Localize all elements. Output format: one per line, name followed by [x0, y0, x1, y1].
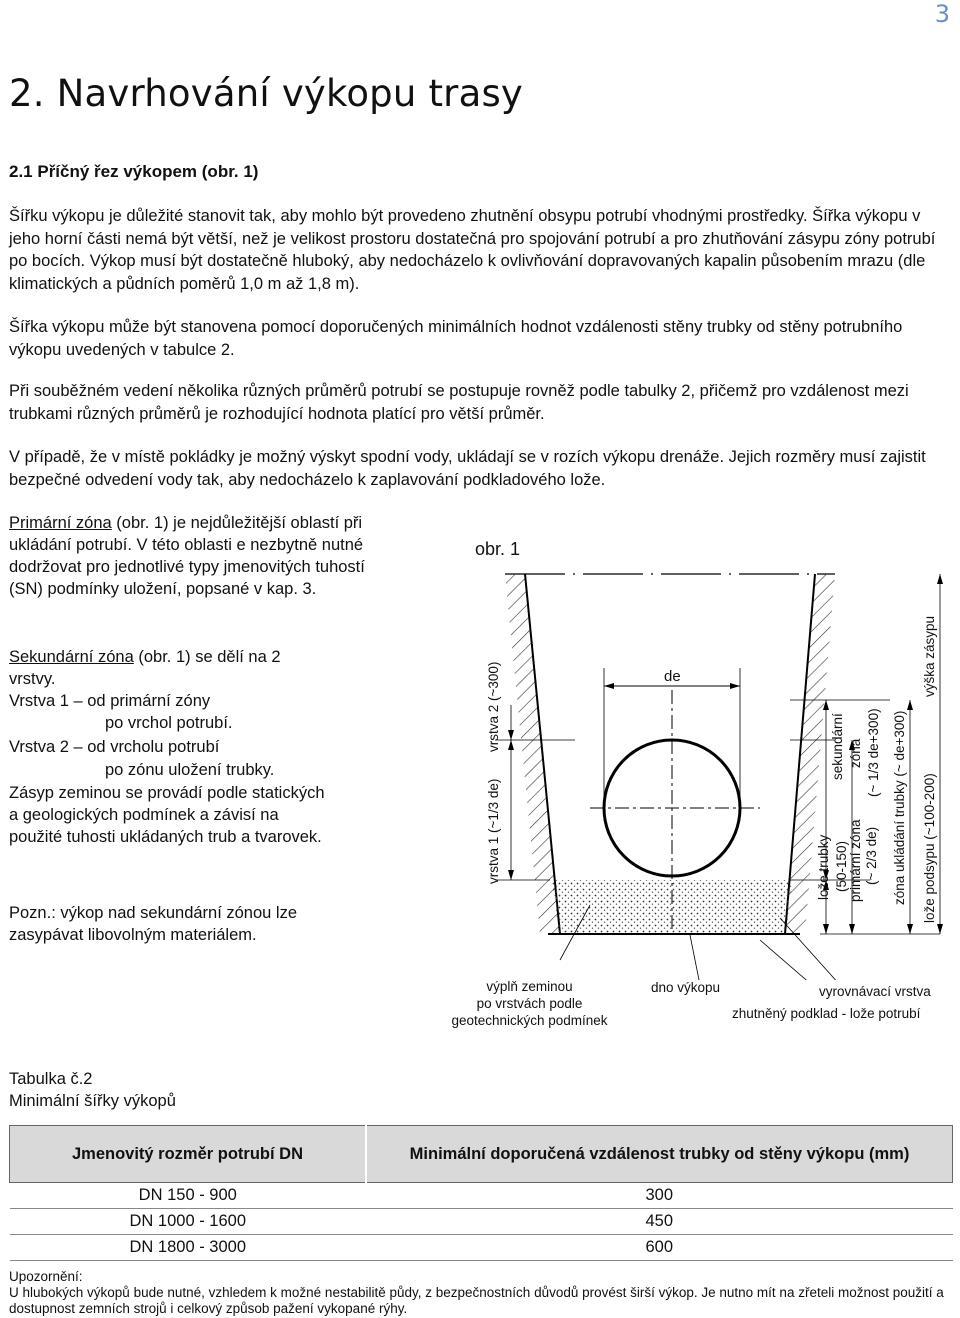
primary-zone-term: Primární zóna: [9, 514, 112, 532]
table-header-distance: Minimální doporučená vzdálenost trubky od stěny výkopu (mm): [366, 1126, 953, 1183]
label-vyska-zasypu: výška zásypu: [922, 615, 937, 697]
label-vypln-3: geotechnických podmínek: [451, 1013, 608, 1028]
primary-zone-text: [9, 512, 369, 600]
table-row: [10, 1235, 953, 1261]
table-cell-distance: 450: [366, 1209, 953, 1235]
label-sekundarni-1: sekundární: [830, 713, 845, 780]
trench-cross-section-diagram: [440, 560, 960, 980]
label-vrstva-2: vrstva 2 (~300): [486, 661, 501, 752]
table-header-dn: Jmenovitý rozměr potrubí DN: [10, 1126, 367, 1183]
label-vypln-1: výplň zeminou: [486, 979, 573, 994]
label-loze-2: (50-150): [834, 840, 849, 892]
min-trench-width-table: [9, 1125, 953, 1261]
table-caption-title: Minimální šířky výkopů: [9, 1092, 176, 1110]
page-number: 3: [934, 0, 950, 28]
table-cell-distance: 600: [366, 1235, 953, 1261]
label-loze-podsypu: lože podsypu (~100-200): [922, 773, 937, 923]
layer-1-cont: po vrchol potrubí.: [105, 714, 233, 732]
table-cell-dn: DN 1000 - 1600: [10, 1209, 367, 1235]
primary-zone-desc: (obr. 1) je nejdůležitější oblastí při ukládání potrubí. V této oblasti e nezbytně nutné dodržovat pro jednotlivé typy jmenovitých tuhostí (SN) podmínky uložení, popsané v kap. 3.: [9, 514, 365, 598]
paragraph-trench-width: Šířku výkopu je důležité stanovit tak, aby mohlo být provedeno zhutnění obsypu potrubí vhodnými prostředky. Šířka výkopu v jeho horní části nemá být větší, než je velikost prostoru dostatečná pro spojování potrubí a pro zhutňování zásypu zóny potrubí po bocích. Výkop musí být dostatečně hluboký, aby nedocházelo k ovlivňování dopravovaných kapalin působením mrazu (dle klimatických a půdních poměrů 1,0 m až 1,8 m).: [9, 207, 936, 293]
label-dno-vykopu: dno výkopu: [651, 980, 721, 995]
label-vypln-2: po vrstvách podle: [476, 996, 583, 1011]
table-cell-dn: DN 1800 - 3000: [10, 1235, 367, 1261]
label-de: de: [664, 668, 681, 685]
secondary-zone-desc: (obr. 1) se dělí na 2 vrstvy.: [9, 648, 281, 688]
figure-title: obr. 1: [475, 539, 521, 559]
table-caption-number: Tabulka č.2: [9, 1070, 93, 1088]
table-row: [10, 1183, 953, 1209]
note-text: Pozn.: výkop nad sekundární zónou lze zasypávat libovolným materiálem.: [9, 904, 298, 944]
label-vyrovnavaci-vrstva: vyrovnávací vrstva: [819, 984, 931, 999]
page-title: 2. Navrhování výkopu trasy: [9, 72, 524, 115]
warning-title: Upozornění:: [9, 1269, 83, 1284]
label-zona-ukladani: zóna ukládání trubky (~ de+300): [892, 710, 907, 905]
table-cell-dn: DN 150 - 900: [10, 1183, 367, 1209]
label-vypln: [432, 978, 627, 1029]
warning-note: [9, 1269, 954, 1317]
label-sekundarni-3: (~ 1/3 de+300): [866, 708, 881, 797]
label-zhutneny-podklad: zhutněný podklad - lože potrubí: [732, 1006, 921, 1021]
label-vrstva-1: vrstva 1 (~1/3 de): [486, 778, 501, 884]
warning-text: U hlubokých výkopů bude nutné, vzhledem k možné nestabilitě půdy, z bezpečnostních důvodů provést širší výkop. Je nutno mít na zřeteli možnost použití a dostupnost zemních strojů i celkový způsob pažení vykopané rýhy.: [9, 1285, 944, 1316]
layer-2: Vrstva 2 – od vrcholu potrubí: [9, 738, 220, 756]
label-sekundarni-2: zóna: [848, 738, 863, 768]
secondary-zone-term: Sekundární zóna: [9, 648, 134, 666]
secondary-zone-text: [9, 646, 309, 690]
label-loze-1: lože trubky: [816, 834, 831, 900]
table-row: [10, 1209, 953, 1235]
paragraph-min-distance: Šířka výkopu může být stanovena pomocí doporučených minimálních hodnot vzdálenosti stěny trubky od stěny potrubního výkopu uvedených v tabulce 2.: [9, 318, 903, 359]
section-heading: 2.1 Příčný řez výkopem (obr. 1): [9, 162, 259, 181]
layer-2-cont: po zónu uložení trubky.: [105, 761, 275, 779]
backfill-text: Zásyp zeminou se provádí podle statických a geologických podmínek a závisí na použité tuhosti ukládaných trub a tvarovek.: [9, 784, 325, 846]
paragraph-parallel-pipes: Při souběžném vedení několika různých průměrů potrubí se postupuje rovněž podle tabulky 2, přičemž pro vzdálenost mezi trubkami různých průměrů je rozhodující hodnota platící pro větší průměr.: [9, 382, 909, 423]
label-primarni-2: (~ 2/3 de): [864, 826, 879, 885]
table-cell-distance: 300: [366, 1183, 953, 1209]
layer-1: Vrstva 1 – od primární zóny: [9, 692, 211, 710]
label-primarni-1: primární zóna: [848, 819, 863, 902]
table-caption: [9, 1068, 176, 1112]
paragraph-groundwater: V případě, že v místě pokládky je možný výskyt spodní vody, ukládají se v rozích výkopu drenáže. Jejich rozměry musí zajistit bezpečné odvedení vody tak, aby nedocházelo k zaplavování podkladového lože.: [9, 448, 926, 489]
